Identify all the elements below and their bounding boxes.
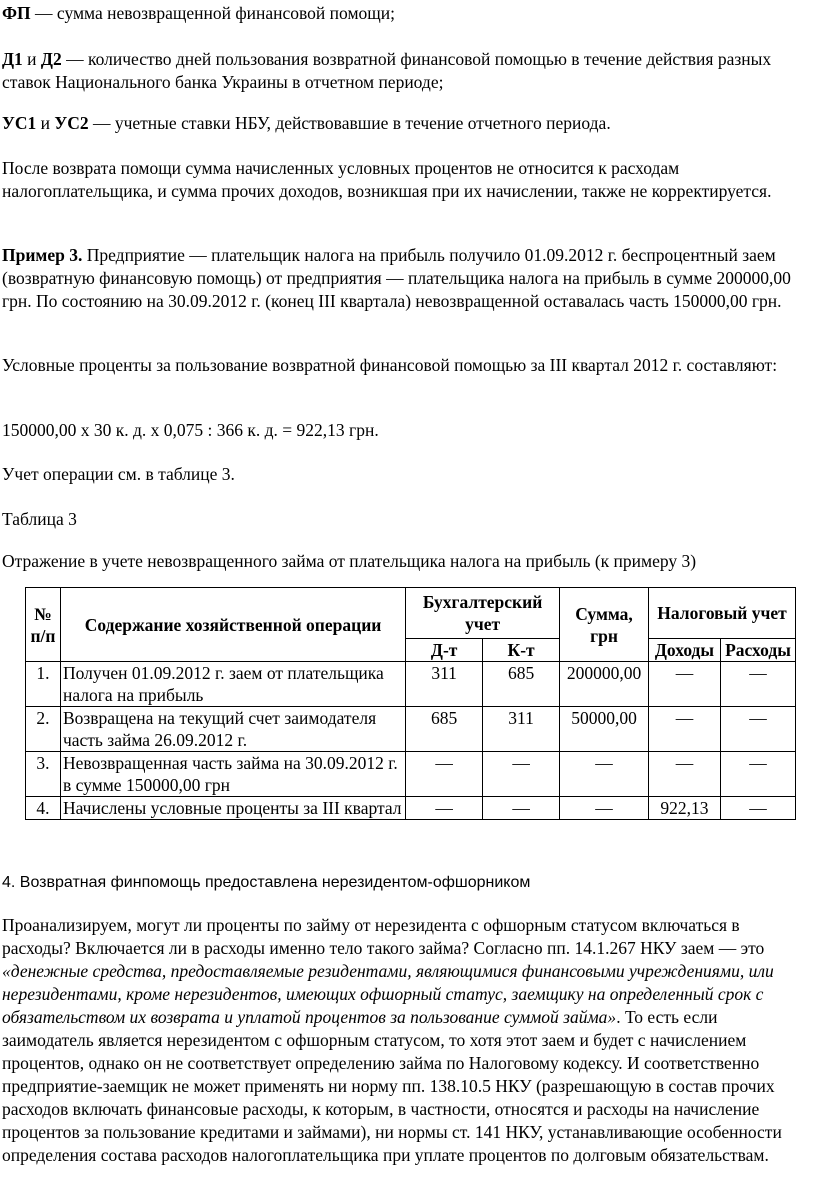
example-3: Пример 3. Предприятие — плательщик налога на прибыль получило 01.09.2012 г. беспроцентный заем (возвратную финансовую помощь) от предприятия — плательщика налога на прибыль в сумме 200000,00 грн. По состоянию на 30.09.2012 г. (конец III квартала) невозвращенной оставалась часть 150000,00 грн. (2, 245, 791, 311)
cell-num: 3. (26, 752, 61, 797)
cell-sum: 50000,00 (560, 707, 649, 752)
header-credit: К-т (483, 639, 560, 662)
header-tax: Налоговый учет (649, 588, 796, 639)
cell-debit: — (406, 752, 483, 797)
table-row (26, 662, 796, 707)
cell-num: 4. (26, 797, 61, 820)
header-num: № п/п (26, 588, 61, 662)
term-d2: Д2 (40, 49, 62, 69)
cell-expenses: — (720, 707, 795, 752)
cell-num: 1. (26, 662, 61, 707)
cell-credit: 685 (483, 662, 560, 707)
cell-income: — (649, 662, 721, 707)
header-income: Доходы (649, 639, 721, 662)
see-table: Учет операции см. в таблице 3. (2, 464, 235, 484)
cell-credit: — (483, 797, 560, 820)
cell-credit: — (483, 752, 560, 797)
term-us2: УС2 (54, 113, 89, 133)
term-fp: ФП (2, 3, 31, 23)
cell-content: Невозвращенная часть займа на 30.09.2012 г. в сумме 150000,00 грн (60, 752, 405, 797)
cell-sum: — (560, 752, 649, 797)
cell-content: Возвращена на текущий счет заимодателя часть займа 26.09.2012 г. (60, 707, 405, 752)
final-paragraph: Проанализируем, могут ли проценты по займу от нерезидента с офшорным статусом включаться в расходы? Включается ли в расходы именно тело такого займа? Согласно пп. 14.1.267 НКУ заем — это «денежные средства, предоставляемые резидентами, являющимися финансовыми учреждениями, или нерезидентами, кроме нерезидентов, имеющих офшорный статус, заемщику на определенный срок с обязательством их возврата и уплатой процентов за пользование суммой займа». То есть если заимодатель является нерезидентом с офшорным статусом, то хотя этот заем и будет с начислением процентов, однако он не соответствует определению займа по Налоговому кодексу. И соответственно предприятие-заемщик не может применять ни норму пп. 138.10.5 НКУ (разрешающую в состав прочих расходов включать финансовые расходы, к которым, в частности, относятся и расходы на начисление процентов за пользование кредитами и займами), ни нормы ст. 141 НКУ, устанавливающие особенности определения состава расходов налогоплательщика при уплате процентов по долговым обязательствам. (2, 915, 782, 1165)
cell-content: Начислены условные проценты за III квартал (60, 797, 405, 820)
term-us1: УС1 (2, 113, 37, 133)
paragraph-after-return: После возврата помощи сумма начисленных условных процентов не относится к расходам налогоплательщика, и сумма прочих доходов, возникшая при их начислении, также не корректируется. (2, 158, 772, 201)
code-quote: «денежные средства, предоставляемые резидентами, являющимися финансовыми учреждениями, или нерезидентами, кроме нерезидентов, имеющих офшорный статус, заемщику на определенный срок с обязательством их возврата и уплатой процентов за пользование суммой займа» (2, 961, 774, 1027)
accounting-table (25, 587, 796, 820)
table-label: Таблица 3 (2, 509, 77, 529)
formula: 150000,00 х 30 к. д. х 0,075 : 366 к. д. = 922,13 грн. (2, 420, 379, 440)
cell-expenses: — (720, 662, 795, 707)
table-row (26, 752, 796, 797)
definition-fp: ФП — сумма невозвращенной финансовой помощи; (2, 3, 395, 23)
paragraph-conditional-interest: Условные проценты за пользование возвратной финансовой помощью за III квартал 2012 г. составляют: (2, 355, 778, 375)
cell-income: — (649, 752, 721, 797)
cell-income: 922,13 (649, 797, 721, 820)
cell-sum: — (560, 797, 649, 820)
cell-expenses: — (720, 797, 795, 820)
term-d1: Д1 (2, 49, 23, 69)
table-row (26, 797, 796, 820)
cell-num: 2. (26, 707, 61, 752)
cell-credit: 311 (483, 707, 560, 752)
cell-debit: — (406, 797, 483, 820)
cell-debit: 685 (406, 707, 483, 752)
cell-debit: 311 (406, 662, 483, 707)
header-sum: Сумма, грн (560, 588, 649, 662)
cell-content: Получен 01.09.2012 г. заем от плательщика налога на прибыль (60, 662, 405, 707)
table-row (26, 707, 796, 752)
definition-d: Д1 и Д2 — количество дней пользования возвратной финансовой помощью в течение действия разных ставок Национального банка Украины в отчетном периоде; (2, 49, 772, 92)
header-accounting: Бухгалтерский учет (406, 588, 560, 639)
header-debit: Д-т (406, 639, 483, 662)
cell-expenses: — (720, 752, 795, 797)
section-4-heading: 4. Возвратная финпомощь предоставлена нерезидентом-офшорником (2, 874, 531, 891)
cell-income: — (649, 707, 721, 752)
example-3-label: Пример 3. (2, 245, 83, 265)
header-expenses: Расходы (720, 639, 795, 662)
definition-us: УС1 и УС2 — учетные ставки НБУ, действовавшие в течение отчетного периода. (2, 113, 611, 133)
table-caption: Отражение в учете невозвращенного займа от плательщика налога на прибыль (к примеру 3) (2, 551, 697, 571)
cell-sum: 200000,00 (560, 662, 649, 707)
header-content: Содержание хозяйственной операции (60, 588, 405, 662)
